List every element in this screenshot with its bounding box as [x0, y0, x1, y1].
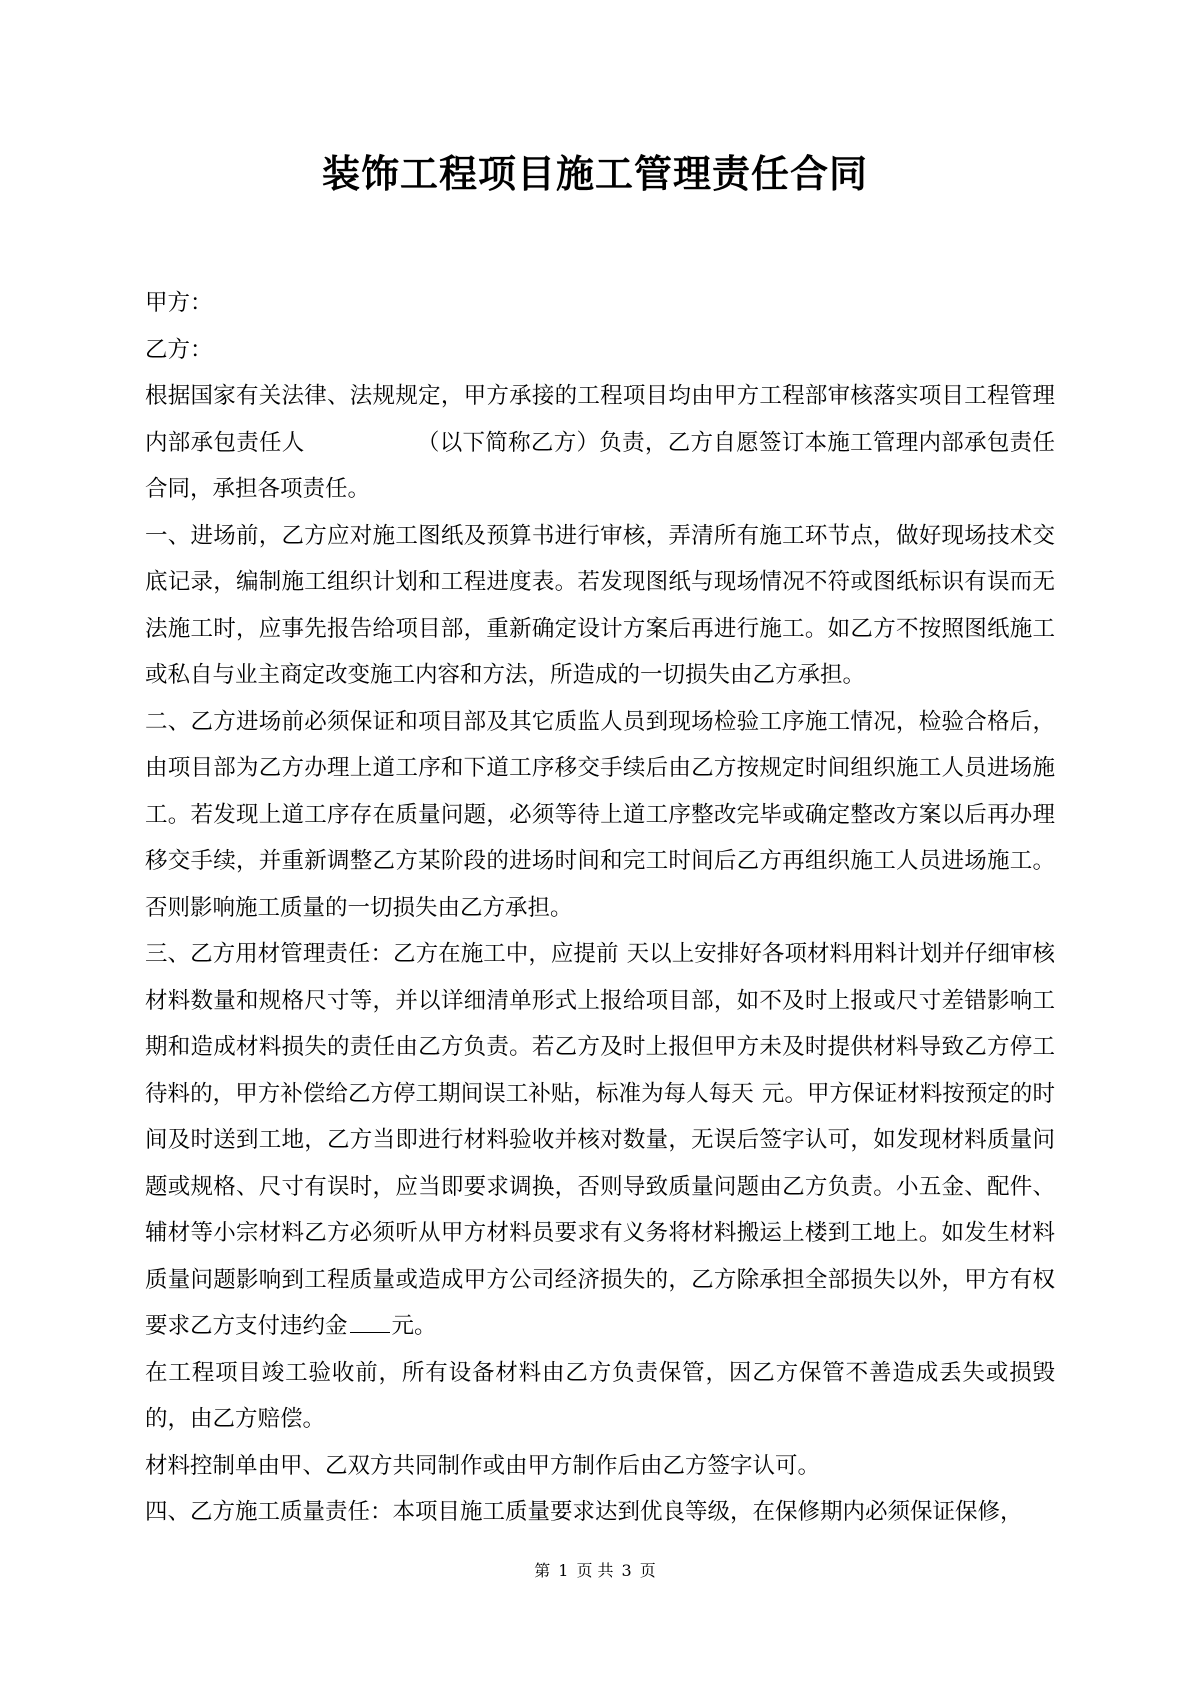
clause-3-text-3: 元。甲方保证材料按预定的时间及时送到工地，乙方当即进行材料验收并核对数量，无误后签字认可，如发现材料质量问题或规格、尺寸有误时，应当即要求调换，否则导致质量问题由乙方负责。小五金、配件、辅材等小宗材料乙方必须听从甲方材料员要求有义务将材料搬运上楼到工地上。如发生材料质量问题影响到工程质量或造成甲方公司经济损失的，乙方除承担全部损失以外，甲方有权要求乙方支付违约金: [145, 1080, 1055, 1339]
footer-page-number: 1: [558, 1561, 569, 1580]
party-a-line: 甲方：: [145, 290, 213, 316]
clause-3-text-4: 元。: [391, 1313, 437, 1339]
material-control-paragraph: 材料控制单由甲、乙双方共同制作或由甲方制作后由乙方签字认可。: [145, 1452, 821, 1479]
storage-paragraph: 在工程项目竣工验收前，所有设备材料由乙方负责保管，因乙方保管不善造成丢失或损毁的，由乙方赔偿。: [145, 1359, 1055, 1432]
party-b-line: 乙方：: [145, 336, 213, 363]
page-footer: [0, 1560, 1190, 1582]
footer-total-pages: 3: [621, 1561, 632, 1580]
intro-text-2: （以下简称乙方）负责，乙方自愿签订本施工管理内部承包责任合同，承担各项责任。: [145, 429, 1055, 502]
footer-prefix: 第: [534, 1561, 551, 1580]
clause-3-text-1: 三、乙方用材管理责任：乙方在施工中，应提前: [145, 941, 619, 967]
intro-text-1: 根据国家有关法律、法规规定，甲方承接的工程项目均由甲方工程部审核落实项目工程管理内部承包责任人: [145, 383, 1055, 456]
clause-1: 一、进场前，乙方应对施工图纸及预算书进行审核，弄清所有施工环节点，做好现场技术交底记录，编制施工组织计划和工程进度表。若发现图纸与现场情况不符或图纸标识有误而无法施工时，应事先报告给项目部，重新确定设计方案后再进行施工。如乙方不按照图纸施工或私自与业主商定改变施工内容和方法，所造成的一切损失由乙方承担。: [145, 522, 1055, 688]
document-body: [145, 280, 1055, 1536]
clause-3: [145, 931, 1055, 1350]
footer-suffix: 页: [639, 1561, 656, 1580]
clause-4: 四、乙方施工质量责任：本项目施工质量要求达到优良等级，在保修期内必须保证保修，: [145, 1499, 1023, 1525]
document-title: 装饰工程项目施工管理责任合同: [321, 151, 868, 196]
clause-2: 二、乙方进场前必须保证和项目部及其它质监人员到现场检验工序施工情况，检验合格后，由项目部为乙方办理上道工序和下道工序移交手续后由乙方按规定时间组织施工人员进场施工。若发现上道工序存在质量问题，必须等待上道工序整改完毕或确定整改方案以后再办理移交手续，并重新调整乙方某阶段的进场时间和完工时间后乙方再组织施工人员进场施工。否则影响施工质量的一切损失由乙方承担。: [145, 708, 1055, 921]
footer-middle: 页 共: [576, 1561, 614, 1580]
clause-3-text-2: 天以上安排好各项材料用料计划并仔细审核材料数量和规格尺寸等，并以详细清单形式上报给项目部，如不及时上报或尺寸差错影响工期和造成材料损失的责任由乙方负责。若乙方及时上报但甲方未及时提供材料导致乙方停工待料的，甲方补偿给乙方停工期间误工补贴，标准为每人每天: [145, 941, 1055, 1107]
intro-paragraph: [145, 373, 1055, 513]
penalty-amount-blank: [350, 1314, 390, 1333]
